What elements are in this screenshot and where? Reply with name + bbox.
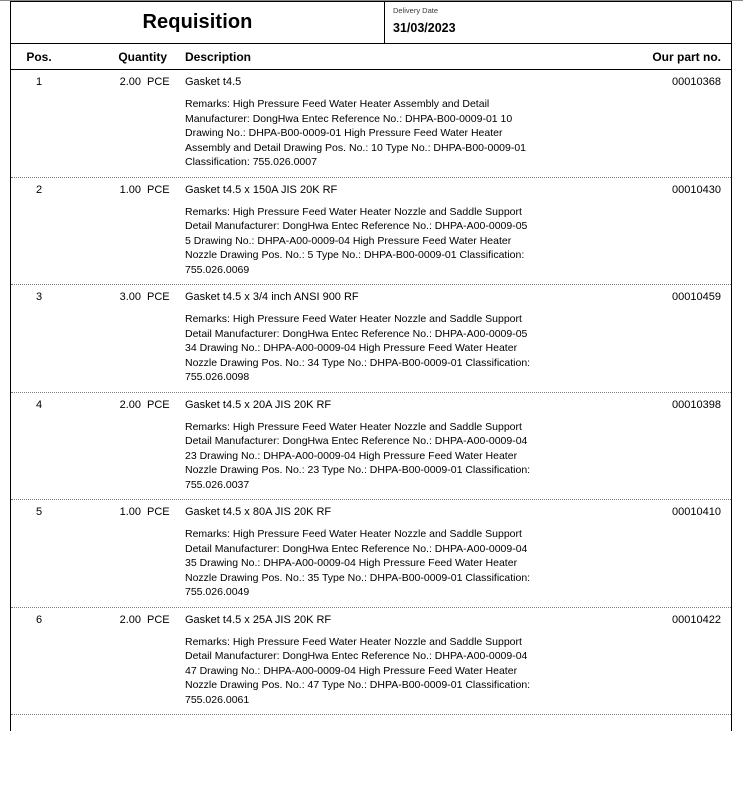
cell-pos: 4 xyxy=(35,398,43,411)
cell-description: Gasket t4.5 x 80A JIS 20K RF xyxy=(185,506,332,518)
cell-unit: PCE xyxy=(147,183,170,196)
delivery-date-cell xyxy=(385,2,731,43)
delivery-date-label: Delivery Date xyxy=(393,6,439,15)
cell-part-no: 00010430 xyxy=(672,183,721,196)
table-row xyxy=(11,70,731,178)
cell-quantity: 1.00 xyxy=(119,506,141,518)
cell-part-no: 00010410 xyxy=(672,506,721,518)
table-row xyxy=(11,285,731,393)
cell-unit: PCE xyxy=(147,291,170,303)
cell-remarks: Remarks: High Pressure Feed Water Heater Nozzle and Saddle Support Detail Manufacturer: DongHwa Entec Reference No.: DHPA-A00-0009-05 5 Drawing No.: DHPA-A00-0009-04 High Pressure Feed Water Heater Nozzle Drawing Pos. No.: 5 Type No.: DHPA-B00-0009-01 Classification: 755.026.0069 xyxy=(185,205,528,276)
table-column-headers xyxy=(11,44,731,70)
table-body xyxy=(11,70,731,715)
cell-part-no: 00010368 xyxy=(672,76,721,88)
cell-quantity: 2.00 xyxy=(119,76,141,88)
cell-unit: PCE xyxy=(147,506,170,518)
cell-description: Gasket t4.5 x 3/4 inch ANSI 900 RF xyxy=(185,291,359,303)
column-header-description: Description xyxy=(185,50,252,64)
cell-description: Gasket t4.5 xyxy=(185,76,242,88)
cell-pos: 1 xyxy=(35,76,43,88)
table-row-partial xyxy=(11,715,731,731)
cell-remarks: Remarks: High Pressure Feed Water Heater Nozzle and Saddle Support Detail Manufacturer: DongHwa Entec Reference No.: DHPA-A00-0009-04 23 Drawing No.: DHPA-A00-0009-04 High Pressure Feed Water Heater Nozzle Drawing Pos. No.: 23 Type No.: DHPA-B00-0009-01 Classification: 755.026.0037 xyxy=(185,420,531,491)
cell-pos: 5 xyxy=(35,506,43,518)
cell-description: Gasket t4.5 x 150A JIS 20K RF xyxy=(185,183,338,196)
cell-remarks: Remarks: High Pressure Feed Water Heater Nozzle and Saddle Support Detail Manufacturer: DongHwa Entec Reference No.: DHPA-A00-0009-04 47 Drawing No.: DHPA-A00-0009-04 High Pressure Feed Water Heater Nozzle Drawing Pos. No.: 47 Type No.: DHPA-B00-0009-01 Classification: 755.026.0061 xyxy=(185,635,531,706)
cell-quantity: 1.00 xyxy=(119,183,141,196)
cell-unit: PCE xyxy=(147,76,170,88)
document-header xyxy=(11,1,731,44)
column-header-quantity: Quantity xyxy=(118,50,167,64)
column-header-part-no: Our part no. xyxy=(652,50,721,64)
cell-quantity: 2.00 xyxy=(119,398,141,411)
cell-description: Gasket t4.5 x 20A JIS 20K RF xyxy=(185,398,332,411)
cell-pos: 2 xyxy=(35,183,43,196)
cell-remarks: Remarks: High Pressure Feed Water Heater Assembly and Detail Manufacturer: DongHwa Entec Reference No.: DHPA-B00-0009-01 10 Drawing No.: DHPA-B00-0009-01 High Pressure Feed Water Heater Assembly and Detail Drawing Pos. No.: 10 Type No.: DHPA-B00-0009-01 Classification: 755.026.0007 xyxy=(185,98,527,168)
cell-part-no: 00010398 xyxy=(672,398,721,411)
cell-unit: PCE xyxy=(147,398,170,411)
cell-quantity: 3.00 xyxy=(119,291,141,303)
title-cell xyxy=(11,2,385,43)
cell-part-no: 00010459 xyxy=(672,291,721,303)
page-title: Requisition xyxy=(142,11,253,33)
cell-pos: 3 xyxy=(35,291,43,303)
table-row xyxy=(11,608,731,716)
table-row xyxy=(11,500,731,608)
table-row xyxy=(11,178,731,286)
cell-pos: 6 xyxy=(35,613,43,626)
requisition-document xyxy=(10,1,732,731)
cell-description: Gasket t4.5 x 25A JIS 20K RF xyxy=(185,613,332,626)
table-row xyxy=(11,393,731,501)
cell-quantity: 2.00 xyxy=(119,613,141,626)
column-header-pos: Pos. xyxy=(26,50,52,64)
cell-remarks: Remarks: High Pressure Feed Water Heater Nozzle and Saddle Support Detail Manufacturer: DongHwa Entec Reference No.: DHPA-A00-0009-05 34 Drawing No.: DHPA-A00-0009-04 High Pressure Feed Water Heater Nozzle Drawing Pos. No.: 34 Type No.: DHPA-B00-0009-01 Classification: 755.026.0098 xyxy=(185,313,531,383)
cell-remarks: Remarks: High Pressure Feed Water Heater Nozzle and Saddle Support Detail Manufacturer: DongHwa Entec Reference No.: DHPA-A00-0009-04 35 Drawing No.: DHPA-A00-0009-04 High Pressure Feed Water Heater Nozzle Drawing Pos. No.: 35 Type No.: DHPA-B00-0009-01 Classification: 755.026.0049 xyxy=(185,528,531,598)
delivery-date-value: 31/03/2023 xyxy=(393,21,456,35)
cell-part-no: 00010422 xyxy=(672,613,721,626)
cell-unit: PCE xyxy=(147,613,170,626)
